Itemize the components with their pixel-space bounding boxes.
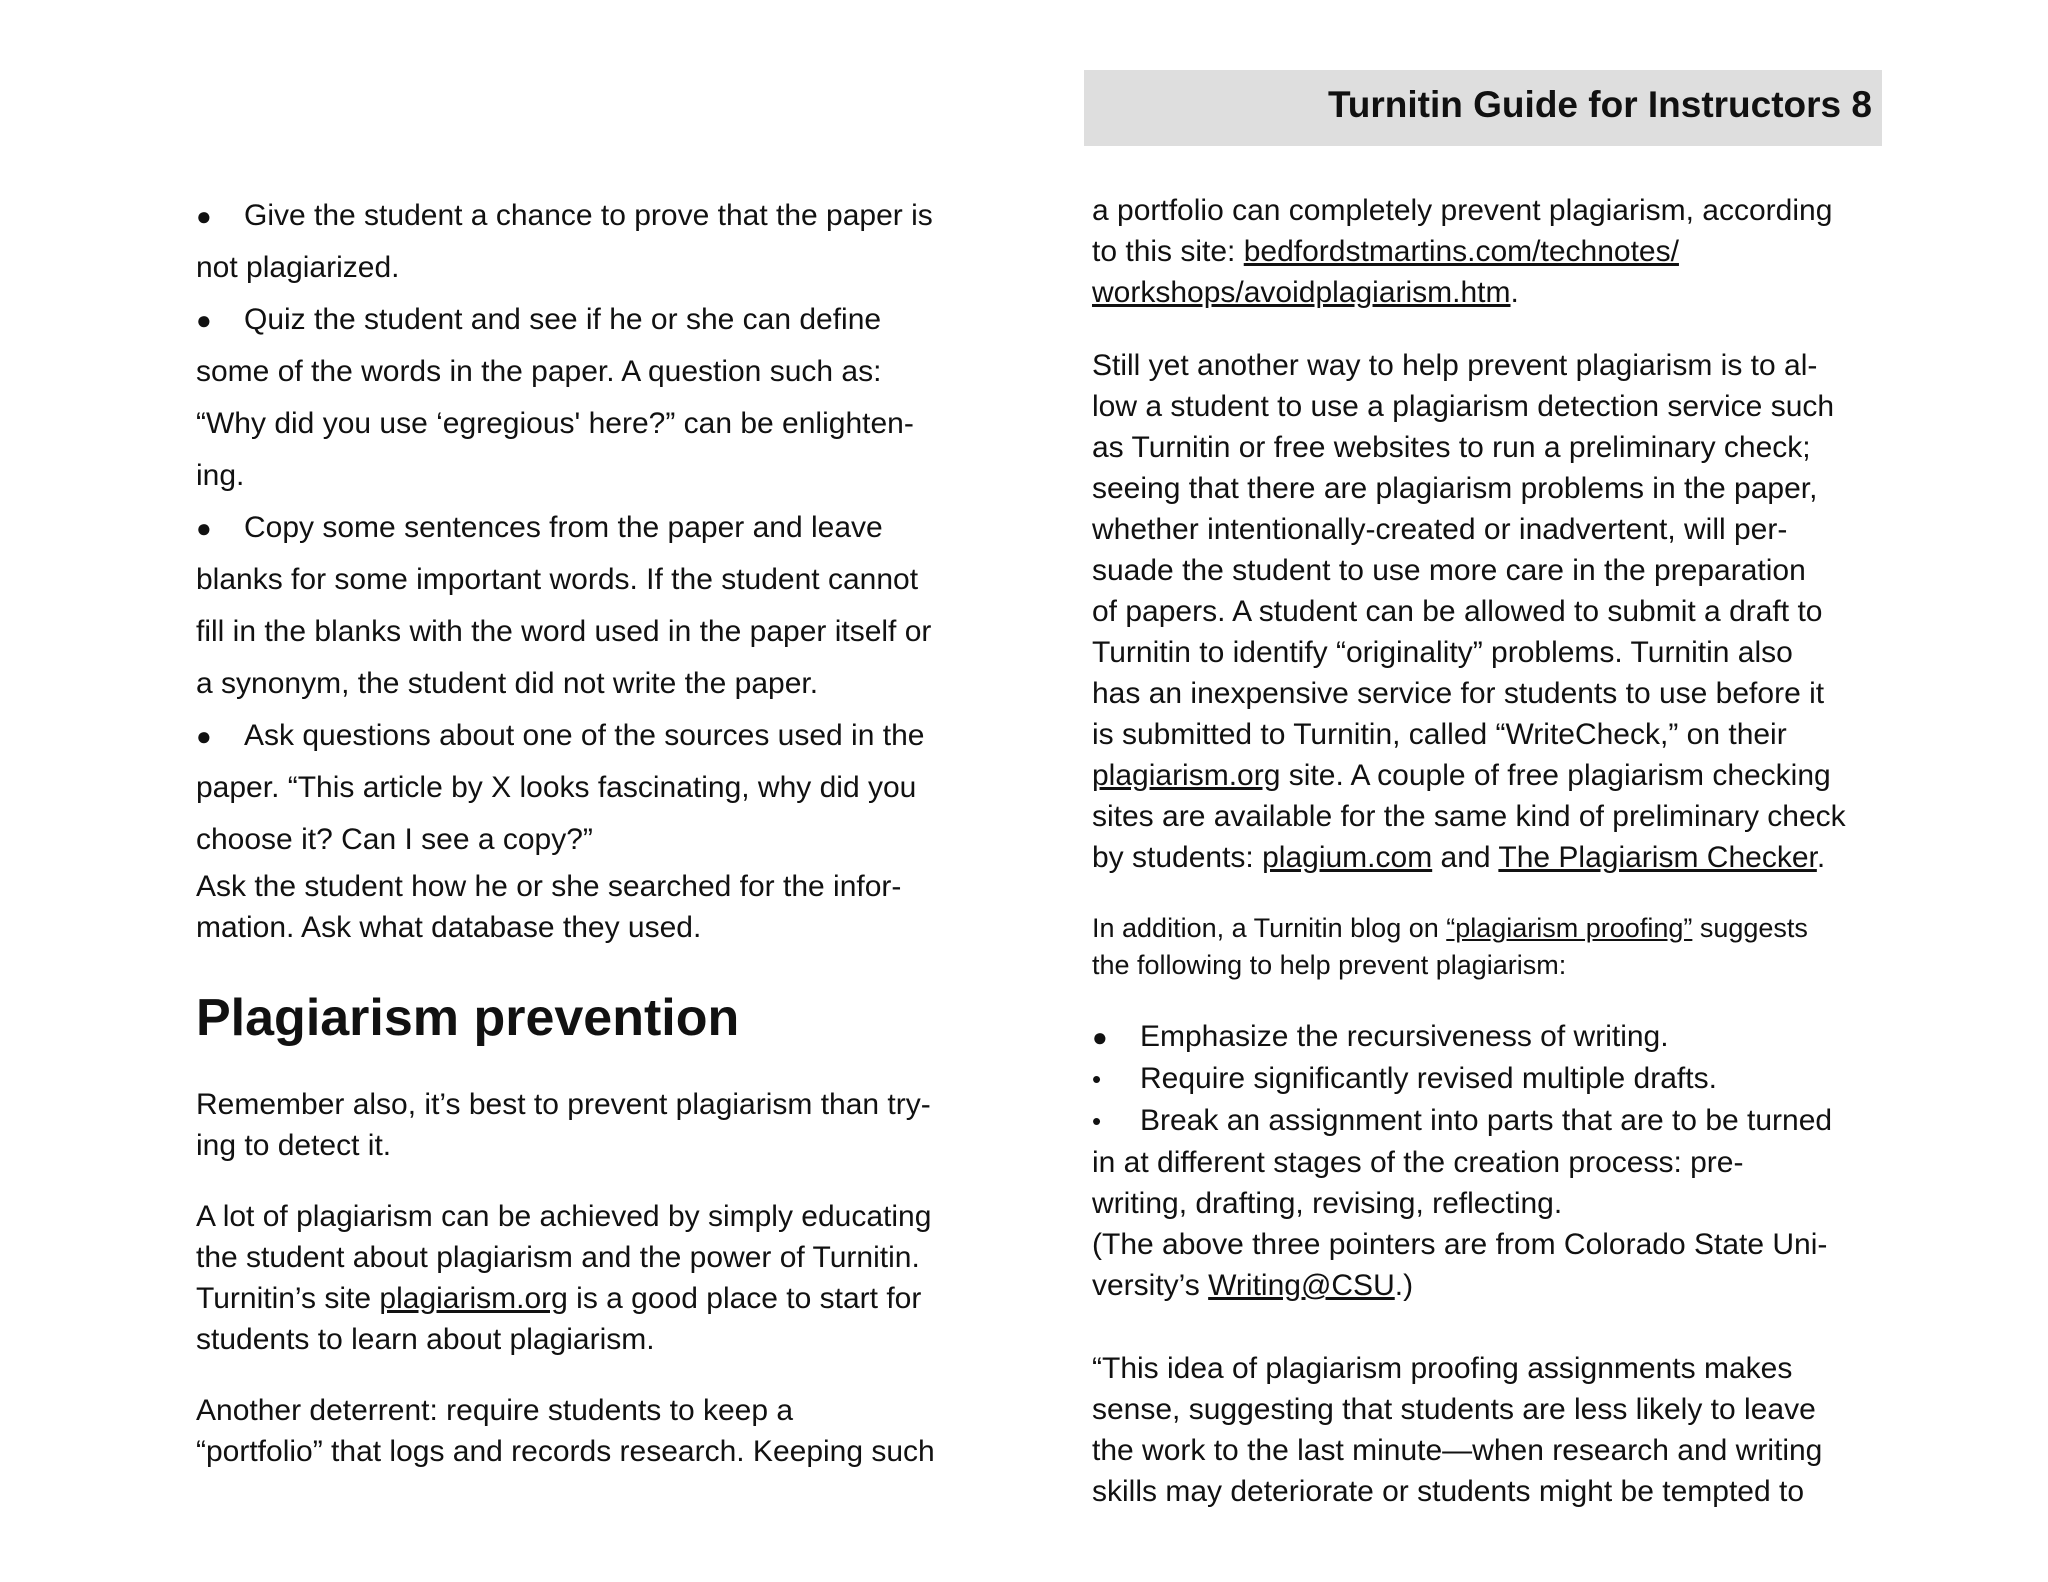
bedford-link-cont[interactable]: workshops/avoidplagiarism.htm <box>1092 276 1511 309</box>
page-header-bar <box>1084 70 1882 146</box>
section-heading: Plagiarism prevention <box>196 989 740 1047</box>
plagiarism-org-link[interactable]: plagiarism.org <box>379 1282 568 1315</box>
pointers-list: ● Emphasize the recursiveness of writing. • Require significantly revised multiple drafts. • Break an assignment into parts that are to be turned in at different stages of the creation process: pre- writing, drafting, revising, reflecting. (The above three pointers are from Colorado State Uni- versity’s Writing@CSU.) <box>1092 1016 1892 1306</box>
portfolio-paragraph: a portfolio can completely prevent plagiarism, according to this site: bedfordstmartins.com/technotes/ workshops/avoidplagiarism.htm. <box>1092 194 1833 309</box>
addition-paragraph: In addition, a Turnitin blog on “plagiarism proofing” suggests the following to help prevent plagiarism: <box>1092 913 1808 980</box>
bullet-line: ing. <box>196 459 245 492</box>
bullet-line: ● Ask questions about one of the sources used in the <box>196 710 996 762</box>
bullet-line: paper. “This article by X looks fascinating, why did you <box>196 771 917 804</box>
bullet-line: choose it? Can I see a copy?” <box>196 823 593 856</box>
plagium-link[interactable]: plagium.com <box>1262 841 1433 874</box>
plagiarism-proofing-link[interactable]: “plagiarism proofing” <box>1446 913 1693 943</box>
ask-paragraph: Ask the student how he or she searched for the infor- mation. Ask what database they used. <box>196 870 902 944</box>
bullet-line: not plagiarized. <box>196 251 400 284</box>
bullet-icon: ● <box>196 305 212 335</box>
bullet-icon: ● <box>196 201 212 231</box>
list-item: • Break an assignment into parts that are to be turned <box>1092 1100 1892 1142</box>
bullet-icon: • <box>1092 1064 1102 1094</box>
right-column <box>1092 190 1892 1512</box>
page-header-title: Turnitin Guide for Instructors 8 <box>1327 84 1872 125</box>
bullet-line: fill in the blanks with the word used in the paper itself or <box>196 615 932 648</box>
bedford-link[interactable]: bedfordstmartins.com/technotes/ <box>1243 235 1679 268</box>
bullet-icon: ● <box>196 513 212 543</box>
bullet-icon: ● <box>1092 1022 1108 1052</box>
deterrent-paragraph: Another deterrent: require students to keep a “portfolio” that logs and records research. Keeping such <box>196 1394 935 1468</box>
bullet-icon: ● <box>196 721 212 751</box>
bullet-icon: • <box>1092 1106 1102 1136</box>
quote-paragraph: “This idea of plagiarism proofing assignments makes sense, suggesting that students are less likely to leave the work to the last minute—when research and writing skills may deteriorate or students might be tempted to <box>1092 1352 1823 1508</box>
list-item: • Require significantly revised multiple drafts. <box>1092 1058 1892 1100</box>
remember-paragraph: Remember also, it’s best to prevent plagiarism than try- ing to detect it. <box>196 1088 931 1162</box>
plagiarism-checker-link[interactable]: The Plagiarism Checker <box>1498 841 1817 874</box>
left-column <box>196 190 996 1472</box>
plagiarism-org-link[interactable]: plagiarism.org <box>1092 759 1281 792</box>
bullet-line: “Why did you use ‘egregious' here?” can be enlighten- <box>196 407 914 440</box>
bullet-line: some of the words in the paper. A question such as: <box>196 355 882 388</box>
bullet-line: blanks for some important words. If the student cannot <box>196 563 919 596</box>
writing-csu-link[interactable]: Writing@CSU <box>1208 1269 1395 1302</box>
bullet-line: ● Quiz the student and see if he or she can define <box>196 294 996 346</box>
education-paragraph: A lot of plagiarism can be achieved by simply educating the student about plagiarism and the power of Turnitin. Turnitin’s site plagiarism.org is a good place to start for students to learn about plagiarism. <box>196 1200 932 1356</box>
bullet-line: ● Give the student a chance to prove that the paper is <box>196 190 996 242</box>
detection-paragraph: Still yet another way to help prevent plagiarism is to al- low a student to use a plagiarism detection service such as Turnitin or free websites to run a preliminary check; seeing that there are plagiarism problems in the paper, whether intentionally-created or inadvertent, will per- suade the student to use more care in the preparation of papers. A student can be allowed to submit a draft to Turnitin to identify “originality” problems. Turnitin also has an inexpensive service for students to use before it is submitted to Turnitin, called “WriteCheck,” on their plagiarism.org site. A couple of free plagiarism checking sites are available for the same kind of preliminary check by students: plagium.com and The Plagiarism Checker. <box>1092 349 1846 874</box>
bullet-line: a synonym, the student did not write the paper. <box>196 667 819 700</box>
list-item: ● Emphasize the recursiveness of writing. <box>1092 1016 1892 1058</box>
bullet-line: ● Copy some sentences from the paper and leave <box>196 502 996 554</box>
